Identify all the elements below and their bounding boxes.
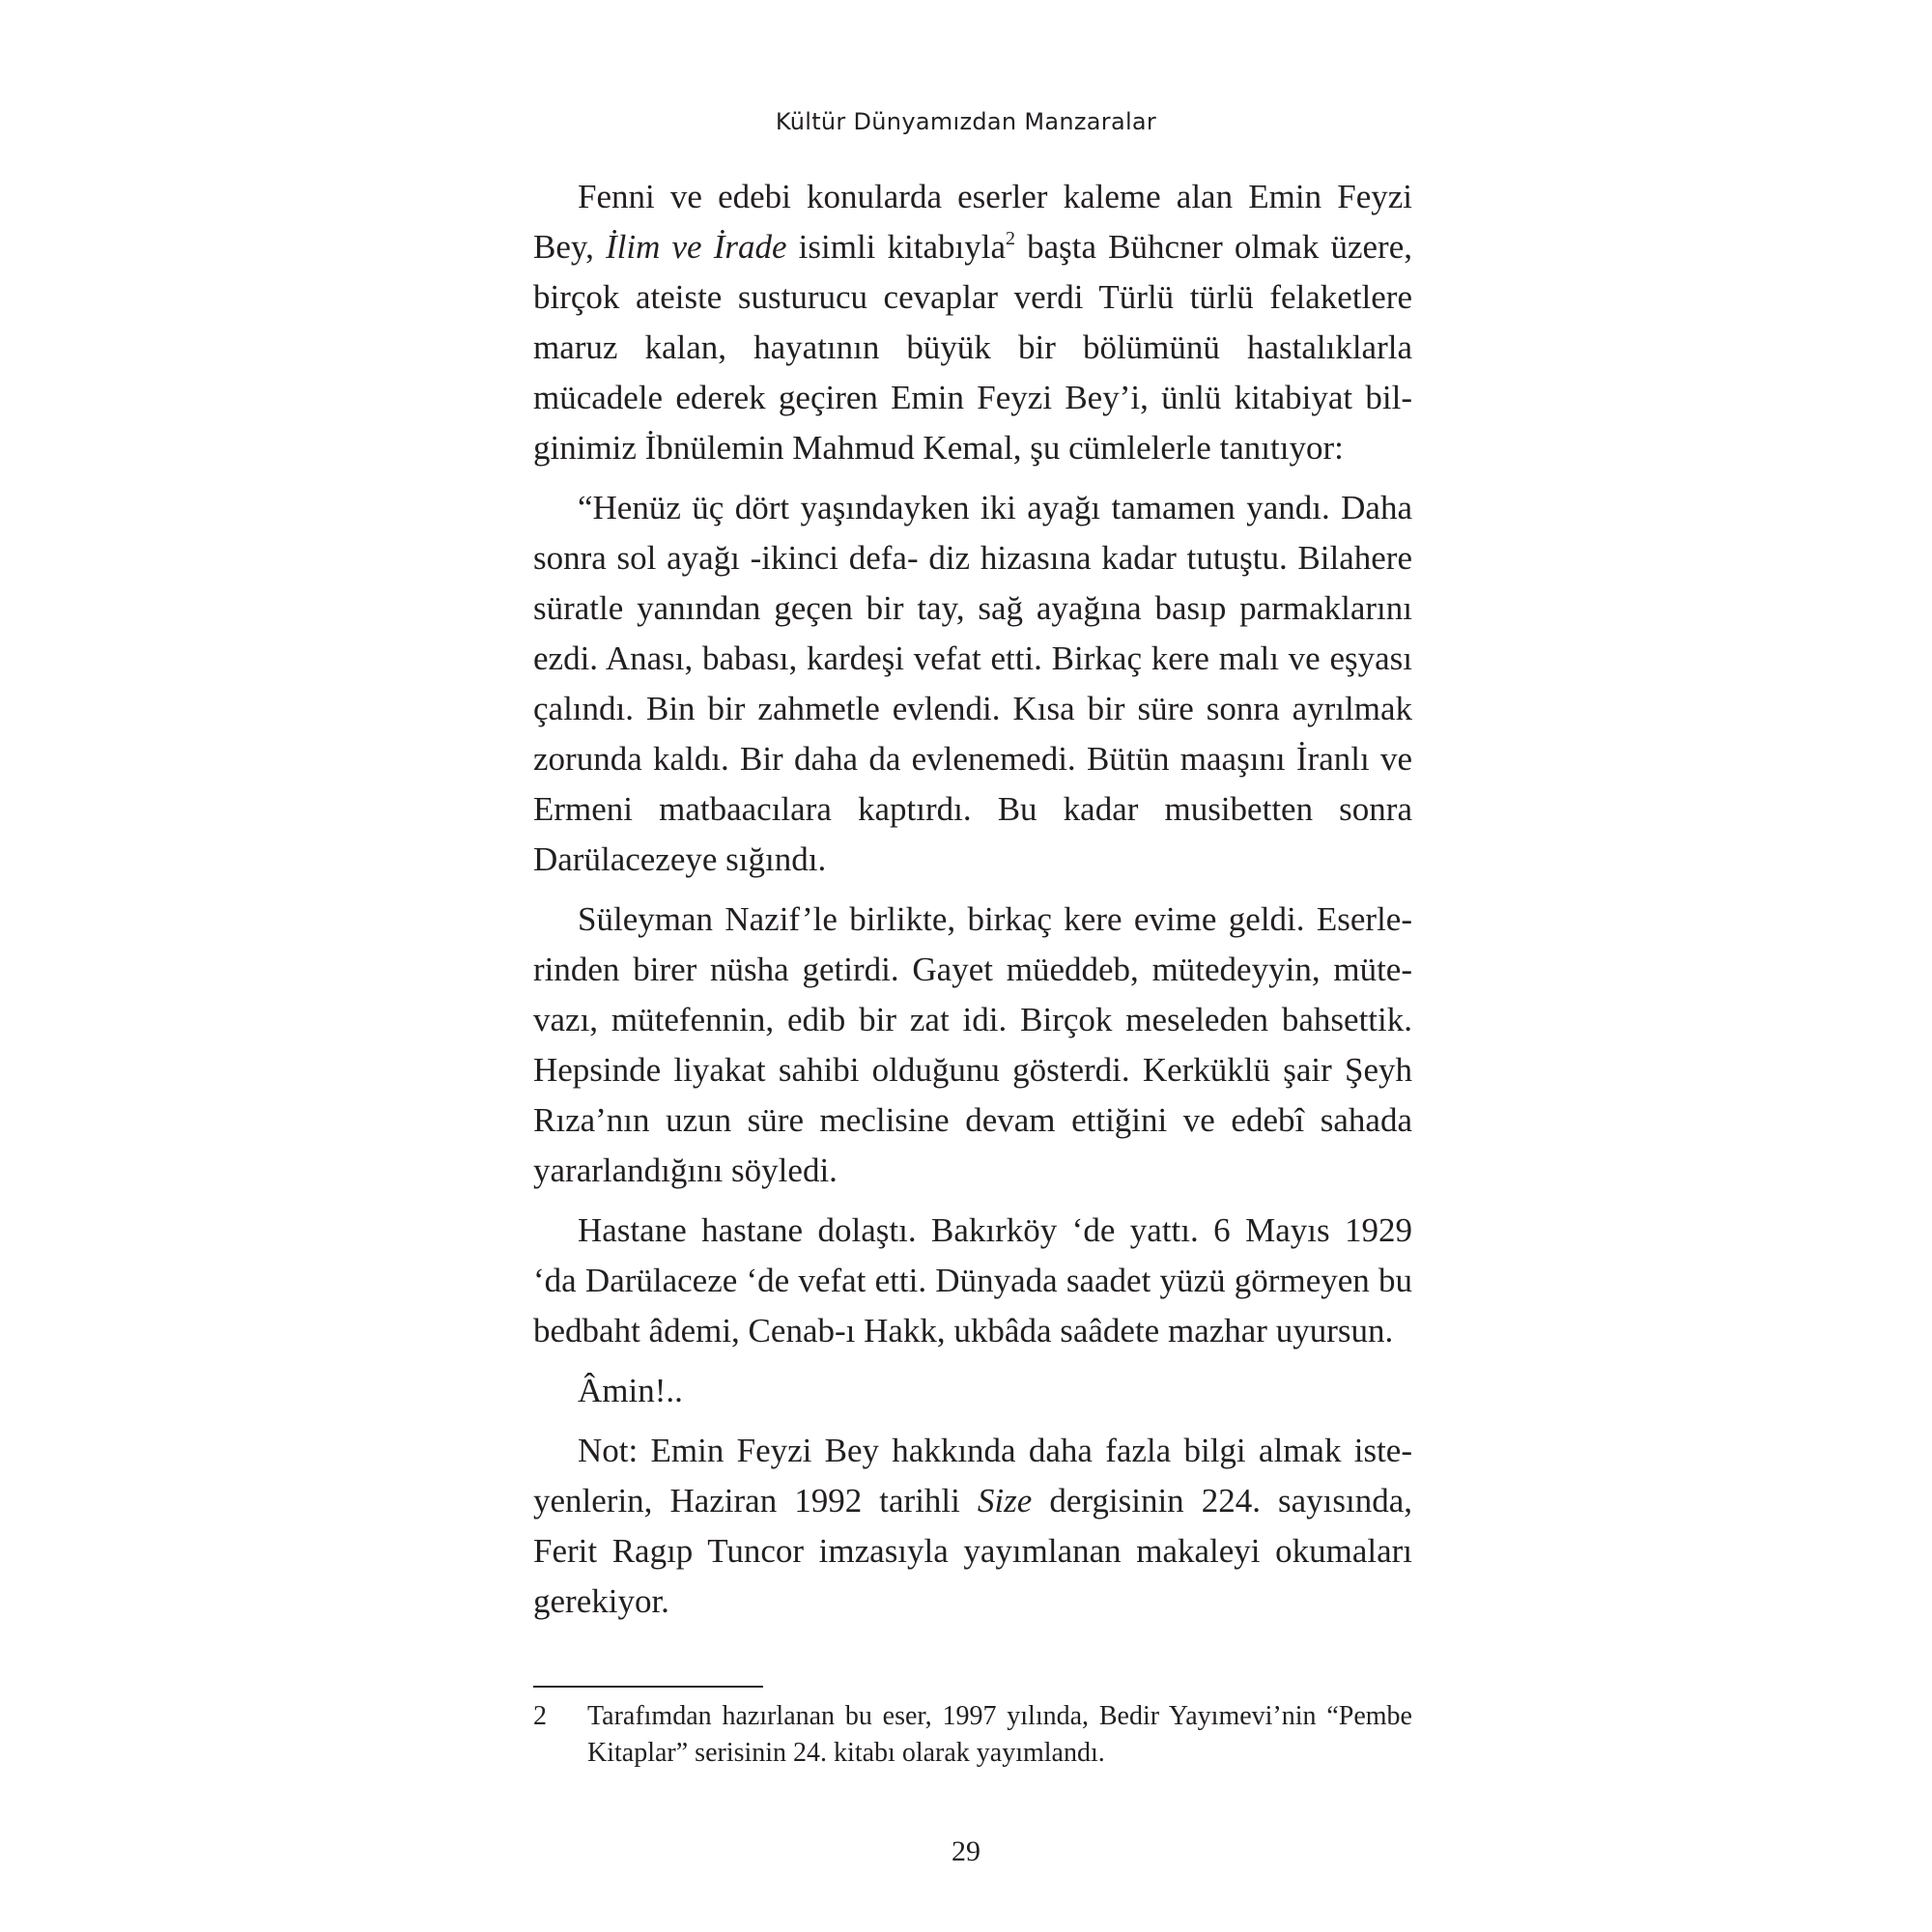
footnote-number: 2	[533, 1701, 547, 1731]
footnote-divider	[533, 1686, 763, 1688]
paragraph-quote-3: Hastane hastane dolaştı. Bakırköy ‘de yattı. 6 Mayıs 1929 ‘da Darülaceze ‘de vefat etti. Dünyada saadet yüzü görmeyen bu bedbaht âdemi, Cenab-ı Hakk, ukbâda saâdete mazhar uyursun.	[533, 1211, 1412, 1350]
paragraph-intro	[533, 172, 1412, 473]
paragraph-amin: Âmin!..	[578, 1372, 683, 1409]
paragraph-quote-1: “Henüz üç dört yaşındayken iki ayağı tamamen yandı. Daha sonra sol ayağı -ikinci defa- diz hizasına kadar tutuştu. Bilahere süratle yanından geçen bir tay, sağ ayağına basıp parmaklarını ezdi. Anası, babası, kardeşi vefat etti. Birkaç kere malı ve eşyası çalındı. Bin bir zahmetle evlendi. Kısa bir süre sonra ayrılmak zorunda kaldı. Bir daha da evlenemedi. Bütün maaşını İranlı ve Ermeni matbaacılara kaptırdı. Bu kadar musibetten sonra Darülacezeye sığındı.	[533, 489, 1412, 878]
paragraph-quote-2: Süleyman Nazif’le birlikte, birkaç kere evime geldi. Eserlerinden birer nüsha getirdi. Gayet müeddeb, mütedeyyin, mütevazı, mütefennin, edib bir zat idi. Birçok meseleden bahsettik. Hepsinde liyakat sahibi olduğunu gösterdi. Kerküklü şair Şeyh Rıza’nın uzun süre meclisine devam ettiğini ve edebî sahada yararlandığını söyledi.	[533, 900, 1412, 1189]
paragraph-note	[533, 1426, 1412, 1627]
magazine-title-size: Size	[977, 1482, 1033, 1520]
footnote-reference: 2	[1006, 228, 1015, 249]
running-head: Kültür Dünyamızdan Manzaralar	[775, 108, 1157, 135]
paragraph-intro-text-b: isimli kitabıyla	[786, 228, 1006, 266]
book-title-ilim-ve-irade: İlim ve İrade	[606, 228, 787, 266]
paragraph-note-text-b: dergisinin 224. sayısında, Ferit Ragıp Tuncor imzasıyla yayımlanan makaleyi okumaları gerekiyor.	[533, 1482, 1412, 1620]
body-text	[533, 172, 1412, 1636]
page-number: 29	[952, 1835, 980, 1867]
paragraph-intro-text-a: Fenni ve edebi konularda eserler kaleme alan Emin Feyzi Bey,	[533, 178, 1412, 266]
footnote	[533, 1698, 1412, 1772]
paragraph-note-text-a: Not: Emin Feyzi Bey hakkında daha fazla bilgi almak isteyenlerin, Haziran 1992 tarihli	[533, 1432, 1412, 1520]
paragraph-intro-text-c: başta Bühcner olmak üzere, birçok ateiste susturucu cevaplar verdi Türlü türlü felaketlere maruz kalan, hayatının büyük bir bölümünü hastalıklarla mücadele ederek geçiren Emin Feyzi Bey’i, ünlü kitabiyat bilginimiz İbnülemin Mahmud Kemal, şu cümlelerle tanıtıyor:	[533, 228, 1412, 467]
footnote-text: Tarafımdan hazırlanan bu eser, 1997 yılında, Bedir Yayımevi’nin “Pembe Kitaplar” serisinin 24. kitabı olarak yayımlandı.	[587, 1701, 1412, 1768]
